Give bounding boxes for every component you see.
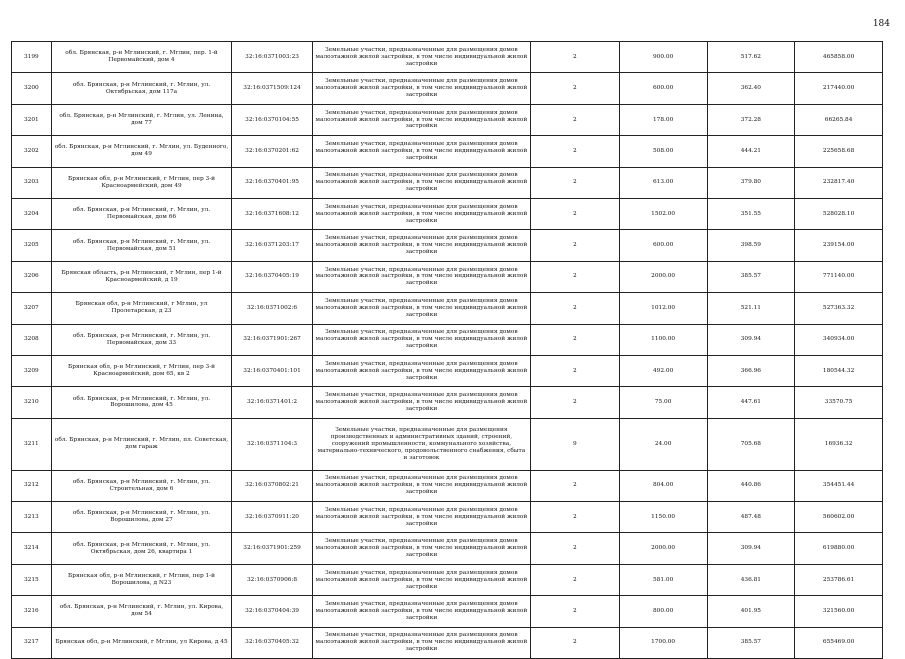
address-cell: обл. Брянская, р-н Мглинский, г. Мглин, ул. Ворошилова, дом 45 <box>51 387 232 418</box>
cadastral-value-cell: 253786.61 <box>795 564 883 595</box>
cadastral-value-table <box>11 41 883 659</box>
cadastral-number-cell: 32:16:0371203:17 <box>232 230 312 261</box>
specific-value-cell: 705.68 <box>707 418 795 470</box>
specific-value-cell: 487.48 <box>707 502 795 533</box>
cadastral-value-cell: 232817.40 <box>795 167 883 198</box>
address-cell: обл. Брянская, р-н Мглинский, г. Мглин, ул. Кирова, дом 54 <box>51 596 232 627</box>
area-cell: 900.00 <box>619 42 707 73</box>
row-number-cell: 3199 <box>12 42 52 73</box>
cadastral-value-cell: 465858.00 <box>795 42 883 73</box>
specific-value-cell: 309.94 <box>707 533 795 564</box>
table-row <box>12 42 883 73</box>
row-number-cell: 3201 <box>12 104 52 135</box>
cadastral-number-cell: 32:16:0370405:32 <box>232 627 312 658</box>
land-use-cell: Земельные участки, предназначенные для размещения домов малоэтажной жилой застройки, в том числе индивидуальной жилой застройки <box>312 502 530 533</box>
address-cell: обл. Брянская, р-н Мглинский, г. Мглин, ул. Октябрьская, дом 26, квартира 1 <box>51 533 232 564</box>
specific-value-cell: 309.94 <box>707 324 795 355</box>
land-use-cell: Земельные участки, предназначенные для размещения домов малоэтажной жилой застройки, в том числе индивидуальной жилой застройки <box>312 230 530 261</box>
cadastral-value-cell: 321560.00 <box>795 596 883 627</box>
land-use-cell: Земельные участки, предназначенные для размещения домов малоэтажной жилой застройки, в том числе индивидуальной жилой застройки <box>312 261 530 292</box>
row-number-cell: 3205 <box>12 230 52 261</box>
use-group-cell: 2 <box>531 104 620 135</box>
use-group-cell: 2 <box>531 596 620 627</box>
cadastral-number-cell: 32:16:0371104:3 <box>232 418 312 470</box>
cadastral-value-cell: 527363.32 <box>795 293 883 324</box>
specific-value-cell: 401.95 <box>707 596 795 627</box>
land-use-cell: Земельные участки, предназначенные для размещения домов малоэтажной жилой застройки, в том числе индивидуальной жилой застройки <box>312 73 530 104</box>
row-number-cell: 3207 <box>12 293 52 324</box>
cadastral-value-cell: 239154.00 <box>795 230 883 261</box>
cadastral-value-cell: 16936.32 <box>795 418 883 470</box>
cadastral-value-cell: 528028.10 <box>795 198 883 229</box>
table-row <box>12 355 883 386</box>
row-number-cell: 3216 <box>12 596 52 627</box>
cadastral-number-cell: 32:16:0370405:19 <box>232 261 312 292</box>
row-number-cell: 3203 <box>12 167 52 198</box>
table-row <box>12 230 883 261</box>
row-number-cell: 3202 <box>12 136 52 167</box>
area-cell: 581.00 <box>619 564 707 595</box>
row-number-cell: 3211 <box>12 418 52 470</box>
cadastral-number-cell: 32:16:0370401:95 <box>232 167 312 198</box>
address-cell: Брянская обл, р-н Мглинский, г Мглин, ул Кирова, д 45 <box>51 627 232 658</box>
specific-value-cell: 521.11 <box>707 293 795 324</box>
cadastral-number-cell: 32:16:0371608:12 <box>232 198 312 229</box>
address-cell: обл. Брянская, р-н Мглинский, г. Мглин, ул. Ленина, дом 77 <box>51 104 232 135</box>
cadastral-number-cell: 32:16:0370404:39 <box>232 596 312 627</box>
land-use-cell: Земельные участки, предназначенные для размещения домов малоэтажной жилой застройки, в том числе индивидуальной жилой застройки <box>312 42 530 73</box>
use-group-cell: 2 <box>531 324 620 355</box>
table-row <box>12 167 883 198</box>
area-cell: 508.00 <box>619 136 707 167</box>
land-use-cell: Земельные участки, предназначенные для размещения домов малоэтажной жилой застройки, в том числе индивидуальной жилой застройки <box>312 355 530 386</box>
row-number-cell: 3206 <box>12 261 52 292</box>
land-use-cell: Земельные участки, предназначенные для размещения домов малоэтажной жилой застройки, в том числе индивидуальной жилой застройки <box>312 470 530 501</box>
address-cell: Брянская область, р-н Мглинский, г Мглин, пер 1-й Красноармейский, д 19 <box>51 261 232 292</box>
cadastral-number-cell: 32:16:0371401:2 <box>232 387 312 418</box>
area-cell: 1502.00 <box>619 198 707 229</box>
use-group-cell: 2 <box>531 293 620 324</box>
area-cell: 24.00 <box>619 418 707 470</box>
area-cell: 613.00 <box>619 167 707 198</box>
table-row <box>12 387 883 418</box>
table-row <box>12 73 883 104</box>
area-cell: 2000.00 <box>619 533 707 564</box>
area-cell: 600.00 <box>619 73 707 104</box>
use-group-cell: 2 <box>531 198 620 229</box>
specific-value-cell: 362.40 <box>707 73 795 104</box>
land-use-cell: Земельные участки, предназначенные для размещения домов малоэтажной жилой застройки, в том числе индивидуальной жилой застройки <box>312 198 530 229</box>
cadastral-value-cell: 180544.32 <box>795 355 883 386</box>
table-row <box>12 136 883 167</box>
land-use-cell: Земельные участки, предназначенные для размещения производственных и административных зданий, строений, сооружений промышленности, коммунального хозяйства, материально-технического, продовольственного снабжения, сбыта и заготовок <box>312 418 530 470</box>
cadastral-value-cell: 225658.68 <box>795 136 883 167</box>
table-row <box>12 324 883 355</box>
table-row <box>12 418 883 470</box>
address-cell: Брянская обл, р-н Мглинский, г Мглин, пер 3-й Красноармейский, дом 65, кв 2 <box>51 355 232 386</box>
area-cell: 1100.00 <box>619 324 707 355</box>
specific-value-cell: 385.57 <box>707 261 795 292</box>
cadastral-value-cell: 619880.00 <box>795 533 883 564</box>
use-group-cell: 2 <box>531 355 620 386</box>
use-group-cell: 2 <box>531 564 620 595</box>
land-use-cell: Земельные участки, предназначенные для размещения домов малоэтажной жилой застройки, в том числе индивидуальной жилой застройки <box>312 324 530 355</box>
area-cell: 1012.00 <box>619 293 707 324</box>
table-row <box>12 627 883 658</box>
cadastral-number-cell: 32:16:0371002:6 <box>232 293 312 324</box>
cadastral-number-cell: 32:16:0371509:124 <box>232 73 312 104</box>
row-number-cell: 3200 <box>12 73 52 104</box>
table-row <box>12 470 883 501</box>
row-number-cell: 3204 <box>12 198 52 229</box>
specific-value-cell: 379.80 <box>707 167 795 198</box>
cadastral-number-cell: 32:16:0371901:259 <box>232 533 312 564</box>
address-cell: обл. Брянская, р-н Мглинский, г. Мглин, ул. Ворошилова, дом 27 <box>51 502 232 533</box>
area-cell: 492.00 <box>619 355 707 386</box>
use-group-cell: 9 <box>531 418 620 470</box>
use-group-cell: 2 <box>531 533 620 564</box>
address-cell: Брянская обл, р-н Мглинский, г Мглин, пер 3-й Красноармейский, дом 49 <box>51 167 232 198</box>
land-use-cell: Земельные участки, предназначенные для размещения домов малоэтажной жилой застройки, в том числе индивидуальной жилой застройки <box>312 387 530 418</box>
cadastral-number-cell: 32:16:0370201:62 <box>232 136 312 167</box>
specific-value-cell: 517.62 <box>707 42 795 73</box>
cadastral-number-cell: 32:16:0370104:55 <box>232 104 312 135</box>
row-number-cell: 3215 <box>12 564 52 595</box>
row-number-cell: 3209 <box>12 355 52 386</box>
area-cell: 75.00 <box>619 387 707 418</box>
address-cell: обл. Брянская, р-н Мглинский, г. Мглин, пл. Советская, дом гараж <box>51 418 232 470</box>
area-cell: 1700.00 <box>619 627 707 658</box>
specific-value-cell: 351.55 <box>707 198 795 229</box>
area-cell: 2000.00 <box>619 261 707 292</box>
row-number-cell: 3214 <box>12 533 52 564</box>
table-row <box>12 293 883 324</box>
specific-value-cell: 385.57 <box>707 627 795 658</box>
cadastral-value-cell: 340934.00 <box>795 324 883 355</box>
use-group-cell: 2 <box>531 261 620 292</box>
area-cell: 600.00 <box>619 230 707 261</box>
address-cell: обл. Брянская, р-н Мглинский, г. Мглин, ул. Первомайская, дом 33 <box>51 324 232 355</box>
specific-value-cell: 444.21 <box>707 136 795 167</box>
row-number-cell: 3217 <box>12 627 52 658</box>
table-row <box>12 198 883 229</box>
address-cell: обл. Брянская, р-н Мглинский, г. Мглин, ул. Строительная, дом 6 <box>51 470 232 501</box>
land-use-cell: Земельные участки, предназначенные для размещения домов малоэтажной жилой застройки, в том числе индивидуальной жилой застройки <box>312 596 530 627</box>
table-row <box>12 502 883 533</box>
use-group-cell: 2 <box>531 73 620 104</box>
land-use-cell: Земельные участки, предназначенные для размещения домов малоэтажной жилой застройки, в том числе индивидуальной жилой застройки <box>312 136 530 167</box>
specific-value-cell: 398.59 <box>707 230 795 261</box>
land-use-cell: Земельные участки, предназначенные для размещения домов малоэтажной жилой застройки, в том числе индивидуальной жилой застройки <box>312 104 530 135</box>
address-cell: обл. Брянская, р-н Мглинский, г. Мглин, ул. Первомайская, дом 51 <box>51 230 232 261</box>
use-group-cell: 2 <box>531 470 620 501</box>
row-number-cell: 3210 <box>12 387 52 418</box>
land-use-cell: Земельные участки, предназначенные для размещения домов малоэтажной жилой застройки, в том числе индивидуальной жилой застройки <box>312 293 530 324</box>
use-group-cell: 2 <box>531 502 620 533</box>
use-group-cell: 2 <box>531 387 620 418</box>
cadastral-value-cell: 354451.44 <box>795 470 883 501</box>
cadastral-number-cell: 32:16:0370802:21 <box>232 470 312 501</box>
use-group-cell: 2 <box>531 42 620 73</box>
specific-value-cell: 447.61 <box>707 387 795 418</box>
cadastral-number-cell: 32:16:0371901:267 <box>232 324 312 355</box>
cadastral-value-cell: 771140.00 <box>795 261 883 292</box>
land-use-cell: Земельные участки, предназначенные для размещения домов малоэтажной жилой застройки, в том числе индивидуальной жилой застройки <box>312 564 530 595</box>
area-cell: 1150.00 <box>619 502 707 533</box>
area-cell: 804.00 <box>619 470 707 501</box>
use-group-cell: 2 <box>531 167 620 198</box>
address-cell: обл. Брянская, р-н Мглинский, г. Мглин, ул. Первомайская, дом 66 <box>51 198 232 229</box>
specific-value-cell: 372.28 <box>707 104 795 135</box>
cadastral-value-cell: 560602.00 <box>795 502 883 533</box>
address-cell: обл. Брянская, р-н Мглинский, г. Мглин, пер. 1-й Первомайский, дом 4 <box>51 42 232 73</box>
use-group-cell: 2 <box>531 230 620 261</box>
cadastral-number-cell: 32:16:0371003:23 <box>232 42 312 73</box>
address-cell: обл. Брянская, р-н Мглинский, г. Мглин, ул. Октябрьская, дом 117а <box>51 73 232 104</box>
row-number-cell: 3208 <box>12 324 52 355</box>
land-use-cell: Земельные участки, предназначенные для размещения домов малоэтажной жилой застройки, в том числе индивидуальной жилой застройки <box>312 167 530 198</box>
table-row <box>12 104 883 135</box>
land-use-cell: Земельные участки, предназначенные для размещения домов малоэтажной жилой застройки, в том числе индивидуальной жилой застройки <box>312 627 530 658</box>
use-group-cell: 2 <box>531 136 620 167</box>
row-number-cell: 3212 <box>12 470 52 501</box>
table-body <box>12 42 883 659</box>
area-cell: 800.00 <box>619 596 707 627</box>
area-cell: 178.00 <box>619 104 707 135</box>
land-use-cell: Земельные участки, предназначенные для размещения домов малоэтажной жилой застройки, в том числе индивидуальной жилой застройки <box>312 533 530 564</box>
address-cell: Брянская обл, р-н Мглинский, г Мглин, ул Пролетарская, д 23 <box>51 293 232 324</box>
row-number-cell: 3213 <box>12 502 52 533</box>
cadastral-value-cell: 655469.00 <box>795 627 883 658</box>
cadastral-number-cell: 32:16:0370906:8 <box>232 564 312 595</box>
specific-value-cell: 436.81 <box>707 564 795 595</box>
address-cell: обл. Брянская, р-н Мглинский, г. Мглин, ул. Буденного, дом 49 <box>51 136 232 167</box>
cadastral-number-cell: 32:16:0370401:101 <box>232 355 312 386</box>
specific-value-cell: 366.96 <box>707 355 795 386</box>
cadastral-value-cell: 217440.00 <box>795 73 883 104</box>
cadastral-number-cell: 32:16:0370911:20 <box>232 502 312 533</box>
table-row <box>12 533 883 564</box>
use-group-cell: 2 <box>531 627 620 658</box>
specific-value-cell: 440.86 <box>707 470 795 501</box>
cadastral-value-cell: 33570.75 <box>795 387 883 418</box>
page-number: 184 <box>872 19 890 29</box>
address-cell: Брянская обл, р-н Мглинский, г Мглин, пер 1-й Ворошилова, д N23 <box>51 564 232 595</box>
table-row <box>12 261 883 292</box>
cadastral-value-cell: 66265.84 <box>795 104 883 135</box>
table-row <box>12 596 883 627</box>
table-row <box>12 564 883 595</box>
